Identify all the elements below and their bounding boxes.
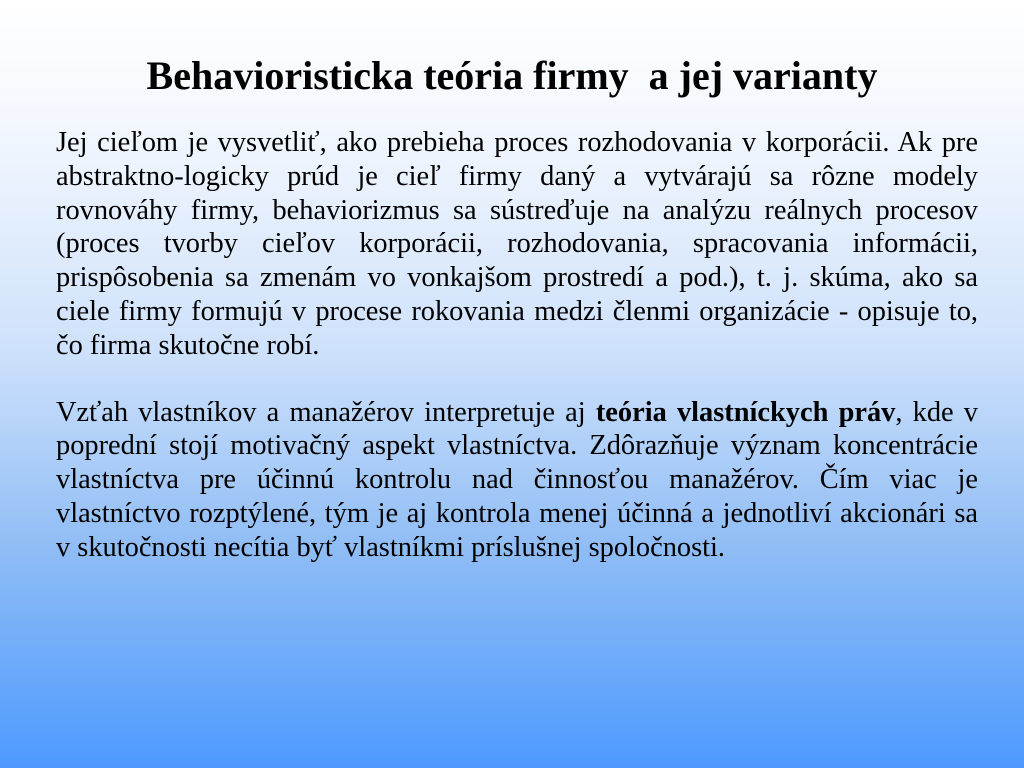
paragraph-property-rights [56, 396, 978, 565]
slide-title: Behavioristicka teória firmy a jej varianty [146, 53, 878, 98]
paragraph-behavioral-theory: Jej cieľom je vysvetliť, ako prebieha proces rozhodovania v korporácii. Ak pre abstraktno-logicky prúd je cieľ firmy daný a vytvárajú sa rôzne modely rovnováhy firmy, behaviorizmus sa sústreďuje na analýzu reálnych procesov (proces tvorby cieľov korporácii, rozhodovania, spracovania informácii, prispôsobenia sa zmenám vo vonkajšom prostredí a pod.), t. j. skúma, ako sa ciele firmy formujú v procese rokovania medzi členmi organizácie - opisuje to, čo firma skutočne robí. [56, 127, 978, 361]
property-rights-term: teória vlastníckych práv [595, 396, 896, 428]
slide-body [56, 126, 978, 565]
paragraph-property-rights-lead: Vzťah vlastníkov a manažérov interpretuje aj [56, 396, 596, 428]
paragraph-property-rights-rest: , kde v poprední stojí motivačný aspekt vlastníctva. Zdôrazňuje význam koncentrácie vlastníctva pre účinnú kontrolu nad činnosťou manažérov. Čím viac je vlastníctvo rozptýlené, tým je aj kontrola menej účinná a jednotliví akcionári sa v skutočnosti necítia byť vlastníkmi príslušnej spoločnosti. [56, 396, 978, 563]
